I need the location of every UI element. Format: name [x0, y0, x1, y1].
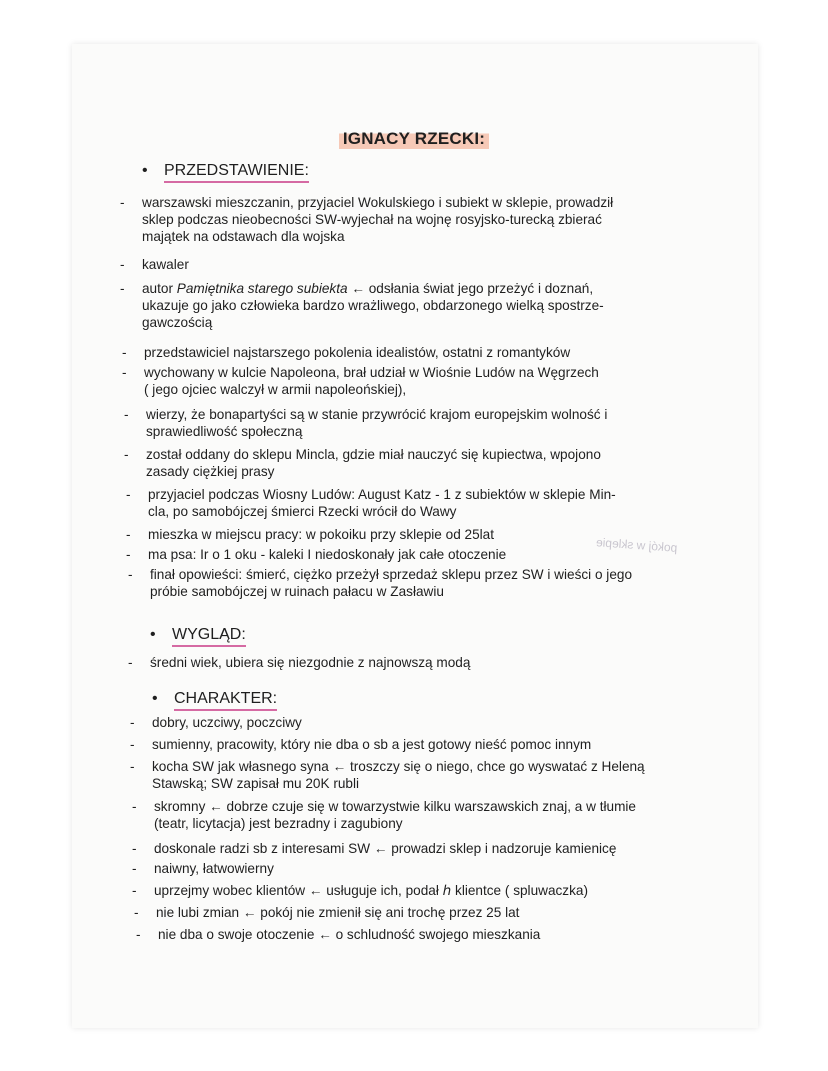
bullet-icon: •: [150, 626, 156, 643]
dash-icon: -: [130, 737, 135, 752]
dash-icon: -: [120, 257, 125, 272]
dash-icon: -: [132, 861, 137, 876]
dash-icon: -: [120, 281, 125, 296]
page-title: IGNACY RZECKI:: [339, 128, 489, 150]
dash-icon: -: [122, 345, 127, 360]
dash-icon: -: [132, 799, 137, 814]
dash-icon: -: [122, 365, 127, 380]
dash-icon: -: [132, 883, 137, 898]
dash-icon: -: [120, 195, 125, 210]
dash-icon: -: [126, 547, 131, 562]
dash-icon: -: [134, 905, 139, 920]
dash-icon: -: [128, 655, 133, 670]
dash-icon: -: [126, 527, 131, 542]
dash-icon: -: [130, 759, 135, 774]
title-row: [0, 128, 828, 150]
dash-icon: -: [126, 487, 131, 502]
dash-icon: -: [124, 407, 129, 422]
dash-icon: -: [136, 927, 141, 942]
dash-icon: -: [124, 447, 129, 462]
bleed-through-text: pokój w sklepie: [595, 535, 678, 555]
bullet-icon: •: [142, 162, 148, 179]
dash-icon: -: [128, 567, 133, 582]
dash-icon: -: [132, 841, 137, 856]
dash-icon: -: [130, 715, 135, 730]
bullet-icon: •: [152, 690, 158, 707]
